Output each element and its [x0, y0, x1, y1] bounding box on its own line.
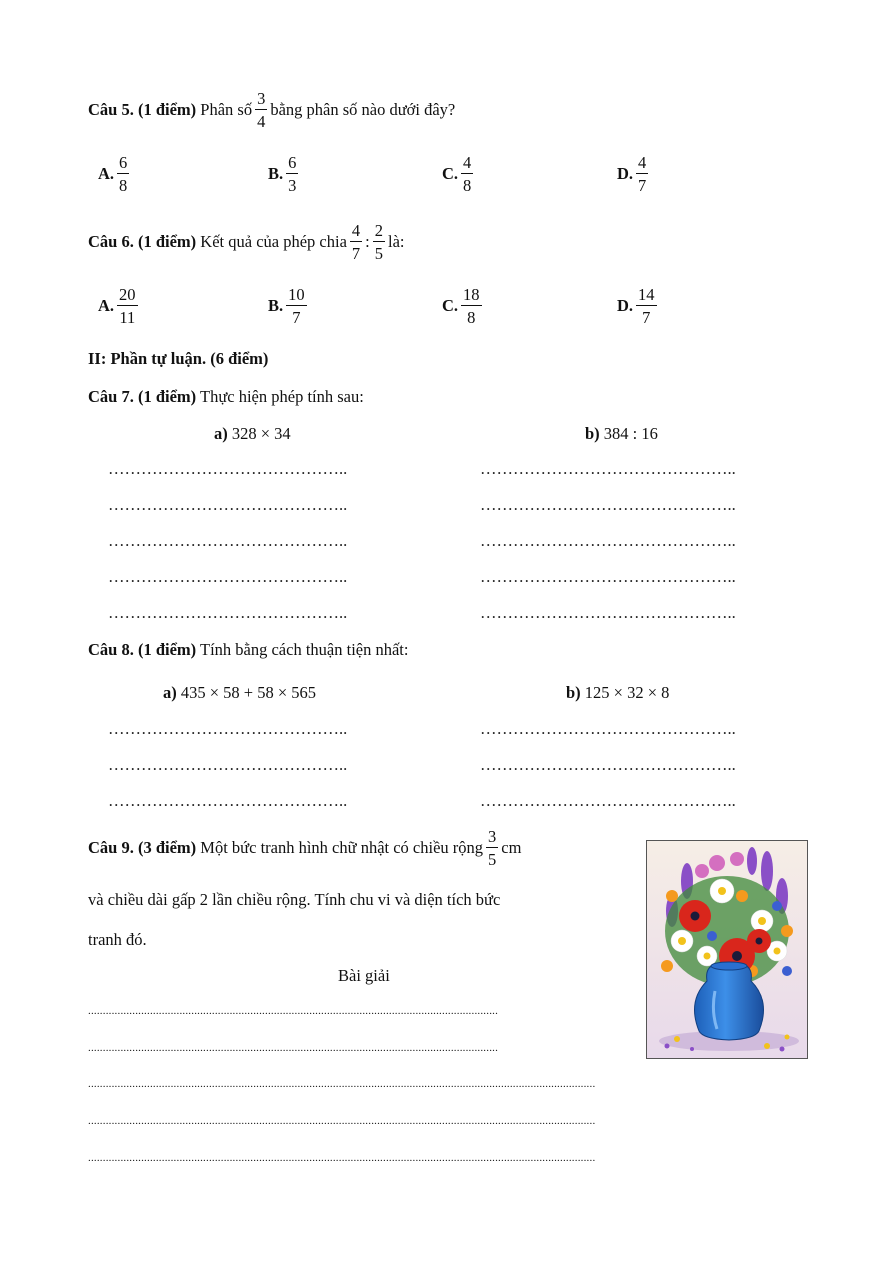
fraction-numerator: 6: [117, 154, 129, 174]
fraction-denominator: 5: [488, 850, 497, 870]
option-fraction: [636, 154, 648, 195]
option-letter: D.: [617, 164, 634, 184]
division-sign: :: [365, 232, 370, 252]
q8-label: Câu 8. (1 điểm): [88, 640, 197, 659]
option-letter: C.: [442, 164, 459, 184]
q6-option-b[interactable]: [268, 286, 310, 327]
q5-pre-text: Phân số: [200, 100, 253, 120]
part-label: b): [585, 424, 600, 443]
option-fraction: [286, 286, 307, 327]
fraction-numerator: 2: [373, 222, 385, 242]
q7-part-b: [585, 424, 658, 444]
part-label: a): [214, 424, 228, 443]
fraction-denominator: 11: [119, 308, 136, 328]
q6-option-a[interactable]: [98, 286, 141, 327]
fraction-denominator: 4: [257, 112, 266, 132]
option-fraction: [461, 286, 482, 327]
answer-line[interactable]: ............................................................................................................................................................................: [88, 1152, 596, 1164]
answer-line[interactable]: ............................................................................................................................................................................: [88, 1115, 596, 1127]
q8-part-a: [163, 683, 316, 703]
option-fraction: [461, 154, 473, 195]
option-fraction: [636, 286, 657, 327]
fraction-numerator: 4: [350, 222, 362, 242]
answer-line[interactable]: ……………………………………..: [108, 459, 348, 478]
fraction-denominator: 7: [351, 244, 361, 264]
option-letter: A.: [98, 296, 115, 316]
option-fraction: [117, 286, 138, 327]
flower-vase-image: [647, 841, 807, 1058]
q9-text-line-2: và chiều dài gấp 2 lần chiều rộng. Tính chu vi và diện tích bức: [88, 890, 501, 909]
part-label: a): [163, 683, 177, 702]
q6-option-d[interactable]: [617, 286, 660, 327]
q9-text: Một bức tranh hình chữ nhật có chiều rộng: [200, 838, 484, 858]
section-heading-part-2: [88, 349, 268, 369]
q9-unit: cm: [501, 838, 522, 858]
answer-line[interactable]: ……………………………………..: [108, 531, 348, 550]
q5-label: Câu 5. (1 điểm): [88, 100, 197, 120]
q6-option-c[interactable]: [442, 286, 485, 327]
answer-line[interactable]: ………………………………………..: [480, 603, 736, 622]
expression: 328 × 34: [231, 424, 291, 443]
question-6: [88, 222, 405, 263]
option-letter: B.: [268, 164, 284, 184]
expression: 384 : 16: [603, 424, 658, 443]
fraction-denominator: 7: [642, 308, 651, 328]
q5-post-text: bằng phân số nào dưới đây?: [270, 100, 456, 120]
section-heading-text: II: Phần tự luận. (6 điểm): [88, 349, 269, 368]
q5-option-d[interactable]: [617, 154, 651, 195]
answer-line[interactable]: ………………………………………..: [480, 495, 736, 514]
option-fraction: [286, 154, 298, 195]
fraction-numerator: 3: [255, 90, 267, 110]
option-letter: A.: [98, 164, 115, 184]
answer-line[interactable]: ……………………………………..: [108, 719, 348, 738]
answer-line[interactable]: ...........................................................................................................................................: [88, 1005, 499, 1017]
answer-line[interactable]: ……………………………………..: [108, 791, 348, 810]
q5-fraction: [255, 90, 267, 131]
q8-part-b: [566, 683, 669, 703]
part-label: b): [566, 683, 581, 702]
question-5: [88, 90, 455, 131]
fraction-denominator: 7: [292, 308, 301, 328]
q5-option-a[interactable]: [98, 154, 132, 195]
q5-option-b[interactable]: [268, 154, 301, 195]
answer-line[interactable]: ………………………………………..: [480, 459, 736, 478]
answer-line[interactable]: ………………………………………..: [480, 567, 736, 586]
option-letter: B.: [268, 296, 284, 316]
q6-fraction-2: [373, 222, 385, 263]
answer-line[interactable]: ………………………………………..: [480, 791, 736, 810]
answer-line[interactable]: ……………………………………..: [108, 495, 348, 514]
option-letter: C.: [442, 296, 459, 316]
fraction-numerator: 20: [117, 286, 138, 306]
answer-line[interactable]: ............................................................................................................................................................................: [88, 1078, 596, 1090]
option-fraction: [117, 154, 129, 195]
q6-post-text: là:: [388, 232, 405, 252]
q5-option-c[interactable]: [442, 154, 476, 195]
fraction-numerator: 18: [461, 286, 482, 306]
question-8: [88, 640, 408, 660]
expression: 125 × 32 × 8: [584, 683, 670, 702]
solution-title: Bài giải: [338, 966, 390, 985]
answer-line[interactable]: ………………………………………..: [480, 719, 736, 738]
fraction-numerator: 6: [286, 154, 298, 174]
answer-line[interactable]: ……………………………………..: [108, 755, 348, 774]
fraction-denominator: 8: [463, 176, 472, 196]
fraction-denominator: 8: [119, 176, 128, 196]
fraction-numerator: 4: [461, 154, 473, 174]
fraction-numerator: 4: [636, 154, 648, 174]
answer-line[interactable]: ………………………………………..: [480, 531, 736, 550]
fraction-denominator: 8: [467, 308, 476, 328]
fraction-numerator: 14: [636, 286, 657, 306]
fraction-denominator: 7: [638, 176, 647, 196]
q9-label: Câu 9. (3 điểm): [88, 838, 197, 858]
question-9: [88, 828, 521, 869]
fraction-numerator: 3: [486, 828, 498, 848]
option-letter: D.: [617, 296, 634, 316]
q6-fraction-1: [350, 222, 362, 263]
q8-text: Tính bằng cách thuận tiện nhất:: [200, 640, 409, 659]
q6-label: Câu 6. (1 điểm): [88, 232, 197, 252]
answer-line[interactable]: ……………………………………..: [108, 567, 348, 586]
question-7: [88, 387, 364, 407]
fraction-denominator: 5: [374, 244, 383, 264]
fraction-denominator: 3: [288, 176, 297, 196]
q9-text-line-3: tranh đó.: [88, 930, 147, 949]
fraction-numerator: 10: [286, 286, 307, 306]
answer-line[interactable]: ...........................................................................................................................................: [88, 1042, 499, 1054]
q7-text: Thực hiện phép tính sau:: [200, 387, 364, 406]
answer-line[interactable]: ……………………………………..: [108, 603, 348, 622]
answer-line[interactable]: ………………………………………..: [480, 755, 736, 774]
q7-label: Câu 7. (1 điểm): [88, 387, 197, 406]
expression: 435 × 58 + 58 × 565: [180, 683, 317, 702]
q6-pre-text: Kết quả của phép chia: [200, 232, 347, 252]
q9-fraction: [486, 828, 498, 869]
flower-vase-illustration: [646, 840, 808, 1059]
q7-part-a: [214, 424, 291, 444]
